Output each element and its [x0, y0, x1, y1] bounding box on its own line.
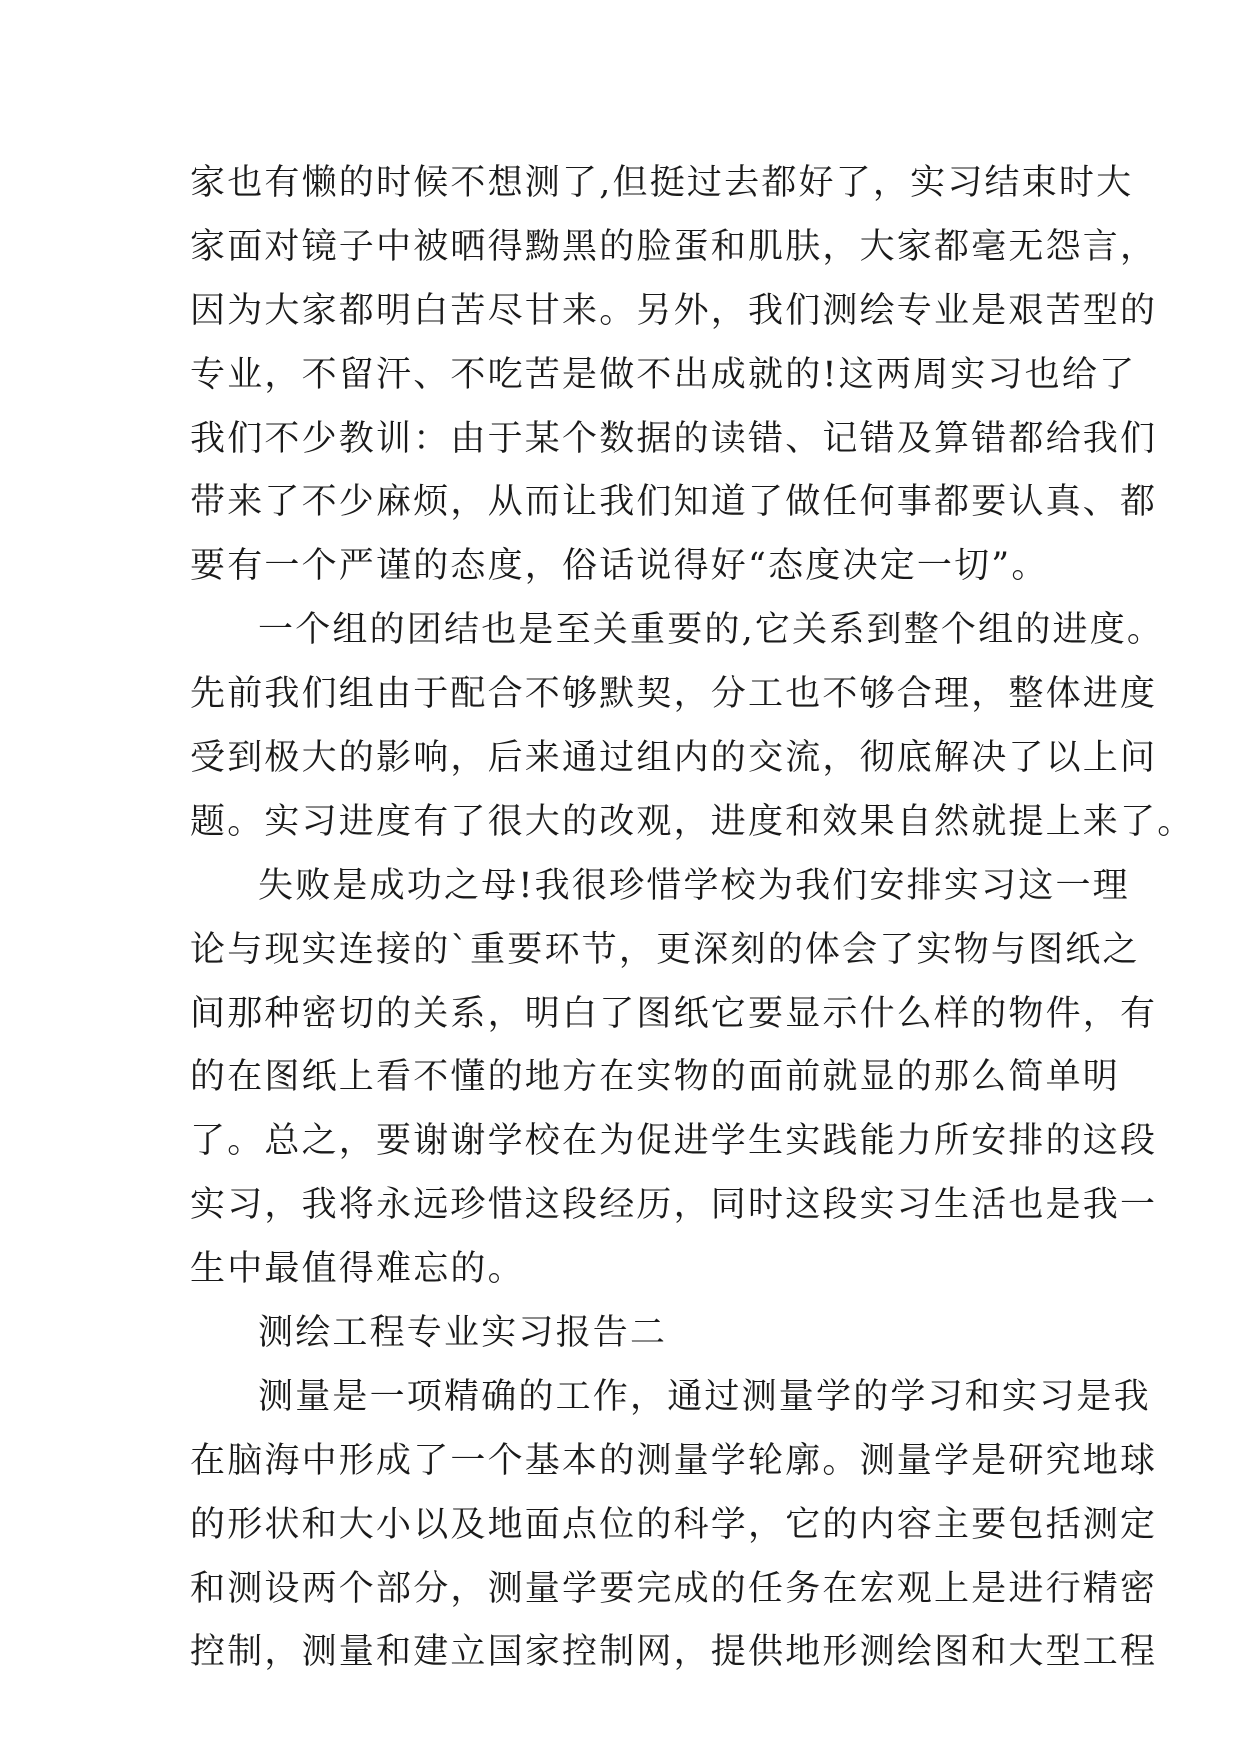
text-line: 我们不少教训：由于某个数据的读错、记错及算错都给我们 [190, 418, 1158, 459]
text-line: 家也有懒的时候不想测了,但挺过去都好了，实习结束时大 [190, 163, 1134, 203]
text-line: 生中最值得难忘的。 [190, 1249, 525, 1290]
paragraph-start-line: 测量是一项精确的工作，通过测量学的学习和实习是我 [258, 1376, 1151, 1417]
text-line: 实习，我将永远珍惜这段经历，同时这段实习生活也是我一 [190, 1185, 1158, 1226]
text-line: 在脑海中形成了一个基本的测量学轮廓。测量学是研究地球 [190, 1440, 1158, 1481]
text-line: 控制，测量和建立国家控制网，提供地形测绘图和大型工程 [190, 1632, 1158, 1673]
text-line: 带来了不少麻烦，从而让我们知道了做任何事都要认真、都 [190, 482, 1158, 523]
paragraph-start-line: 一个组的团结也是至关重要的,它关系到整个组的进度。 [258, 610, 1165, 651]
section-heading: 测绘工程专业实习报告二 [258, 1313, 668, 1354]
text-line: 因为大家都明白苦尽甘来。另外，我们测绘专业是艰苦型的 [190, 290, 1158, 331]
text-line: 的形状和大小以及地面点位的科学，它的内容主要包括测定 [190, 1504, 1158, 1545]
text-line: 要有一个严谨的态度，俗话说得好“态度决定一切”。 [190, 546, 1049, 587]
text-line: 受到极大的影响，后来通过组内的交流，彻底解决了以上问 [190, 738, 1158, 779]
text-line: 了。总之，要谢谢学校在为促进学生实践能力所安排的这段 [190, 1121, 1158, 1162]
text-line: 的在图纸上看不懂的地方在实物的面前就显的那么简单明 [190, 1057, 1121, 1098]
text-line: 家面对镜子中被晒得黝黑的脸蛋和肌肤，大家都毫无怨言， [190, 226, 1158, 267]
document-body [190, 152, 1195, 1685]
text-line: 专业，不留汗、不吃苦是做不出成就的!这两周实习也给了 [190, 354, 1137, 395]
paragraph-start-line: 失败是成功之母!我很珍惜学校为我们安排实习这一理 [258, 865, 1130, 906]
text-line: 论与现实连接的`重要环节，更深刻的体会了实物与图纸之 [190, 929, 1140, 970]
text-line: 先前我们组由于配合不够默契，分工也不够合理，整体进度 [190, 674, 1158, 715]
text-line: 题。实习进度有了很大的改观，进度和效果自然就提上来了。 [190, 801, 1195, 842]
text-line: 间那种密切的关系，明白了图纸它要显示什么样的物件，有 [190, 993, 1158, 1034]
text-line: 和测设两个部分，测量学要完成的任务在宏观上是进行精密 [190, 1568, 1158, 1609]
